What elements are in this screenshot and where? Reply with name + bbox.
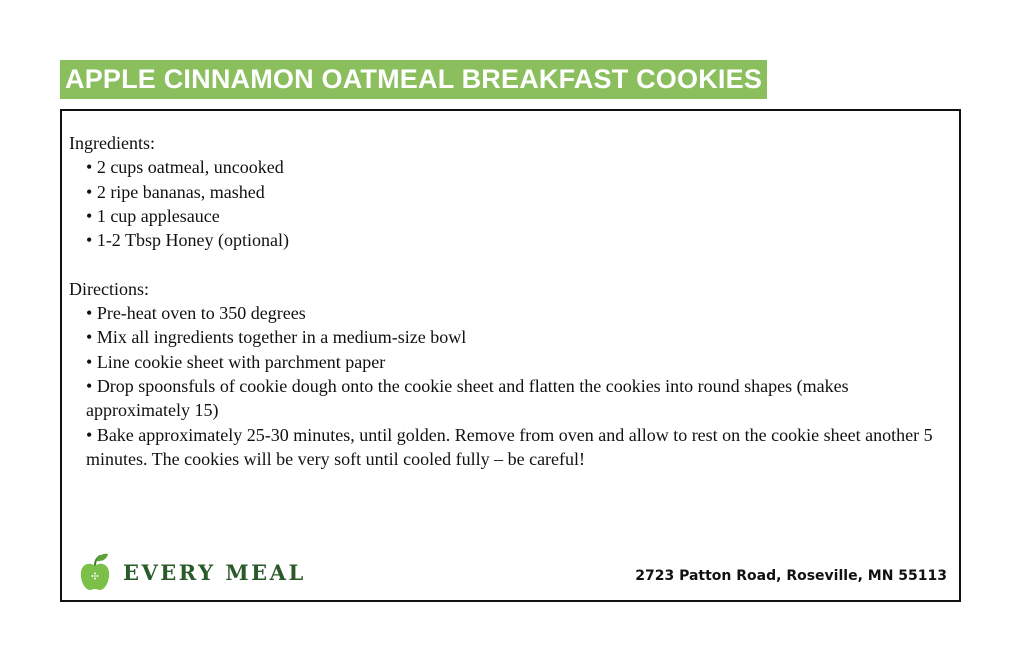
section-spacer [69,252,954,276]
bullet-icon: • [86,303,97,324]
direction-text: Bake approximately 25-30 minutes, until golden. Remove from oven and allow to rest on the cookie sheet another 5 minutes. The cookies will be very soft until cooled fully – be careful! [86,424,933,469]
direction-text: Line cookie sheet with parchment paper [96,351,386,372]
bullet-icon: • [86,351,97,372]
bullet-icon: • [86,230,97,251]
bullet-icon: • [86,424,97,445]
ingredient-text: 1 cup applesauce [96,205,220,226]
bullet-icon: • [86,157,97,178]
recipe-content [69,131,954,471]
list-item [86,350,954,374]
list-item [86,204,954,228]
address-text: 2723 Patton Road, Roseville, MN 55113 [635,568,947,584]
brand-logo [79,552,306,592]
ingredients-list [69,155,954,252]
ingredient-text: 2 ripe bananas, mashed [96,181,265,202]
directions-heading: Directions: [69,278,149,299]
bullet-icon: • [86,375,97,396]
direction-text: Mix all ingredients together in a medium-size bowl [96,327,467,348]
direction-text: Drop spoonsfuls of cookie dough onto the cookie sheet and flatten the cookies into round shapes (makes approximately 15) [86,375,849,421]
title-banner [60,60,767,99]
list-item [86,374,954,423]
list-item [86,325,954,349]
ingredients-heading: Ingredients: [69,133,155,153]
page-title: APPLE CINNAMON OATMEAL BREAKFAST COOKIES [65,64,763,94]
ingredient-text: 2 cups oatmeal, uncooked [96,157,284,178]
direction-text: Pre-heat oven to 350 degrees [96,303,306,324]
directions-list [69,301,954,471]
apple-icon [79,552,111,592]
recipe-card [60,109,961,602]
list-item [86,301,954,325]
list-item [86,423,954,472]
list-item [86,228,954,252]
bullet-icon: • [86,205,97,226]
list-item [86,155,954,179]
brand-name: EVERY MEAL [123,559,306,585]
bullet-icon: • [86,181,97,202]
ingredient-text: 1-2 Tbsp Honey (optional) [96,230,289,251]
list-item [86,180,954,204]
bullet-icon: • [86,327,97,348]
